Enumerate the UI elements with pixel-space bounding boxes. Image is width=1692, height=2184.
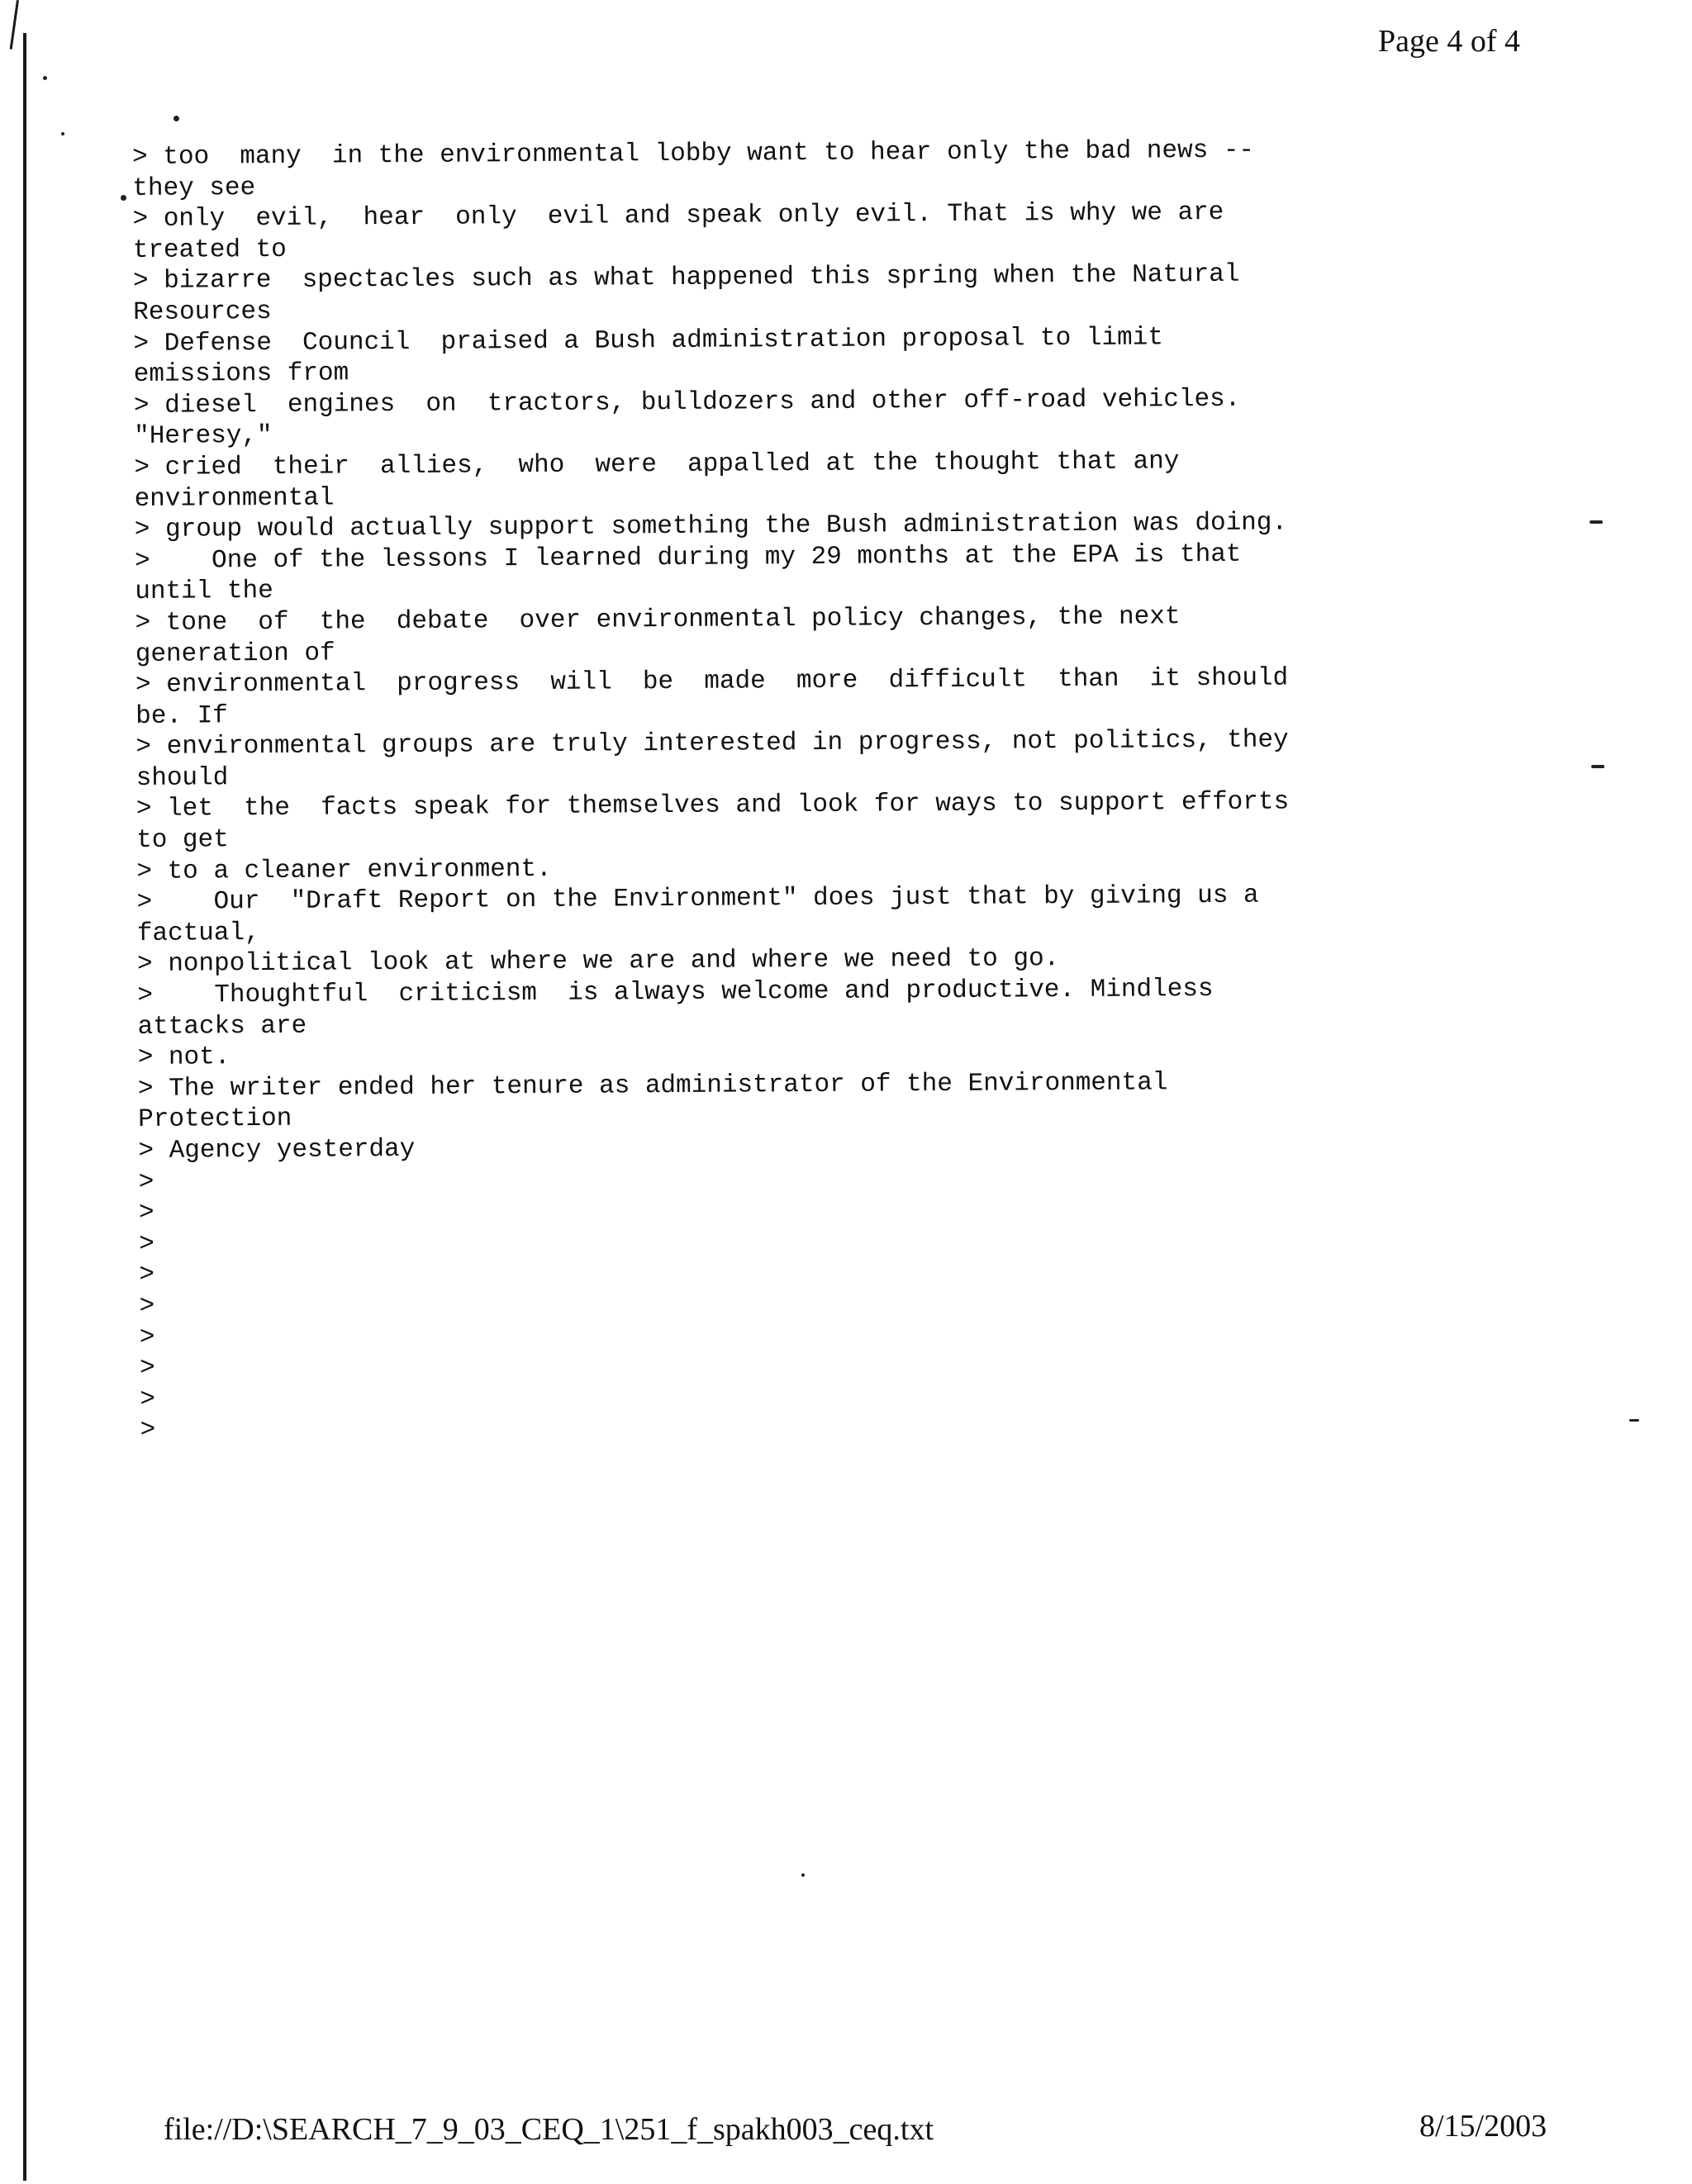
scan-dash xyxy=(1591,765,1604,768)
print-date: 8/15/2003 xyxy=(1419,2109,1547,2144)
body-line: > environmental groups are truly interested in progress, not politics, they xyxy=(135,725,1289,762)
email-body-text xyxy=(132,134,1429,1446)
body-line: > One of the lessons I learned during my 29 months at the EPA is that xyxy=(134,539,1242,576)
body-line: attacks are xyxy=(137,1011,307,1042)
body-line: > Our "Draft Report on the Environment" does just that by giving us a xyxy=(136,881,1259,918)
body-line: > Agency yesterday xyxy=(138,1134,416,1166)
body-line: > Thoughtful criticism is always welcome and productive. Mindless xyxy=(137,975,1214,1011)
body-line: > The writer ended her tenure as administrator of the Environmental xyxy=(137,1068,1168,1104)
body-line: "Heresy," xyxy=(134,421,273,452)
page-left-edge-line xyxy=(23,33,26,2181)
body-line: > xyxy=(140,1416,156,1446)
body-line: > Defense Council praised a Bush administration proposal to limit xyxy=(133,322,1163,358)
body-line: be. If xyxy=(135,700,228,731)
body-line: > xyxy=(138,1199,154,1228)
body-line: > diesel engines on tractors, bulldozers and other off-road vehicles. xyxy=(133,384,1241,420)
body-line: > let the facts speak for themselves and look for ways to support efforts xyxy=(135,787,1290,824)
page-edge-mark-top xyxy=(10,0,19,50)
body-line: they see xyxy=(132,173,256,203)
body-line: > xyxy=(139,1354,155,1384)
scan-speck xyxy=(61,132,64,135)
scan-speck xyxy=(173,116,179,121)
body-line: > nonpolitical look at where we are and where we need to go. xyxy=(136,944,1060,980)
body-line: environmental xyxy=(134,483,335,514)
scan-speck xyxy=(801,1873,805,1877)
file-path: file://D:\SEARCH_7_9_03_CEQ_1\251_f_spakh003_ceq.txt xyxy=(164,2112,934,2147)
body-line: > cried their allies, who were appalled at the thought that any xyxy=(134,447,1180,482)
page-number: Page 4 of 4 xyxy=(1377,24,1520,59)
body-line: Resources xyxy=(133,297,272,327)
body-line: > bizarre spectacles such as what happened this spring when the Natural xyxy=(132,260,1240,297)
body-line: emissions from xyxy=(133,358,349,390)
body-line: > xyxy=(138,1167,154,1197)
body-line: > group would actually support something the Bush administration was doing. xyxy=(134,508,1288,545)
body-line: > xyxy=(139,1291,155,1321)
body-line: generation of xyxy=(135,639,335,669)
scan-speck xyxy=(121,195,126,201)
body-line: > too many in the environmental lobby want to hear only the bad news -- xyxy=(132,135,1255,172)
body-line: treated to xyxy=(132,235,287,265)
body-line: > xyxy=(139,1229,154,1259)
body-line: > tone of the debate over environmental policy changes, the next xyxy=(135,602,1181,638)
body-line: > not. xyxy=(137,1042,231,1073)
body-line: > to a cleaner environment. xyxy=(136,854,552,886)
body-line: > xyxy=(139,1261,155,1290)
body-line: > only evil, hear only evil and speak only evil. That is why we are xyxy=(132,198,1224,235)
body-line: to get xyxy=(136,825,229,856)
body-line: until the xyxy=(135,577,273,607)
body-line: > xyxy=(139,1322,155,1352)
body-line: should xyxy=(135,763,229,793)
scan-dash xyxy=(1590,520,1603,524)
scan-dash xyxy=(1629,1419,1639,1422)
scan-speck xyxy=(43,76,47,80)
body-line: > environmental progress will be made more difficult than it should xyxy=(135,663,1289,700)
body-line: > xyxy=(140,1384,156,1414)
body-line: factual, xyxy=(136,918,260,948)
body-line: Protection xyxy=(138,1104,292,1135)
